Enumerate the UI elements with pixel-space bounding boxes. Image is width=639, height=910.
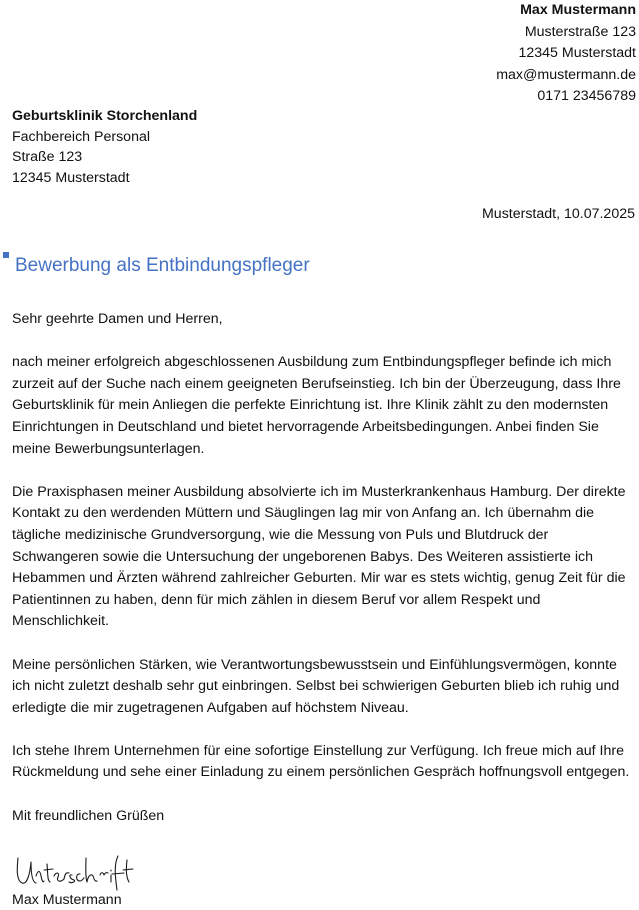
subject-marker xyxy=(3,252,9,258)
sender-phone: 0171 23456789 xyxy=(537,88,636,105)
letter-subject: Bewerbung als Entbindungspfleger xyxy=(15,255,310,276)
paragraph-availability: Ich stehe Ihrem Unternehmen für eine sofortige Einstellung zur Verfügung. Ich freue mich auf Ihre Rückmeldung und sehe einer Einladung zu einem persönlichen Gespräch hoffnungsvoll entgegen. xyxy=(12,742,630,781)
recipient-department: Fachbereich Personal xyxy=(12,128,151,145)
paragraph-intro: nach meiner erfolgreich abgeschlossenen Ausbildung zum Entbindungspfleger befinde ich mich zurzeit auf der Suche nach einem geeigneten Berufseinstieg. Ich bin der Überzeugung, dass Ihre Geburtsklinik für mein Anliegen die perfekte Einrichtung ist. Ihre Klinik zählt zu den modernsten Einrichtungen in Deutschland und bietet hervorragende Arbeitsbedingungen. Anbei finden Sie meine Bewerbungsunterlagen. xyxy=(12,354,621,457)
sender-city: 12345 Musterstadt xyxy=(518,45,636,62)
recipient-city: 12345 Musterstadt xyxy=(12,169,130,186)
letter-date: Musterstadt, 10.07.2025 xyxy=(481,206,635,222)
salutation: Sehr geehrte Damen und Herren, xyxy=(12,311,223,327)
recipient-street: Straße 123 xyxy=(12,149,83,166)
sender-email: max@mustermann.de xyxy=(496,66,636,83)
sender-name: Max Mustermann xyxy=(520,2,636,18)
paragraph-strengths: Meine persönlichen Stärken, wie Verantwortungsbewusstsein und Einfühlungsvermögen, konnte ich nicht zuletzt deshalb sehr gut einbringen. Selbst bei schwierigen Geburten blieb ich ruhig und erledigte die mir zugetragenen Aufgaben auf höchstem Niveau. xyxy=(12,656,620,716)
recipient-company: Geburtsklinik Storchenland xyxy=(12,108,198,124)
closing-phrase: Mit freundlichen Grüßen xyxy=(12,807,165,824)
recipient-address-block xyxy=(12,106,197,188)
letter-body xyxy=(12,309,636,849)
sender-address-block xyxy=(496,0,636,108)
signer-name: Max Mustermann xyxy=(12,892,122,908)
handwritten-signature xyxy=(14,850,134,892)
paragraph-experience: Die Praxisphasen meiner Ausbildung absolvierte ich im Musterkrankenhaus Hamburg. Der direkte Kontakt zu den werdenden Müttern und Säuglingen lag mir von Anfang an. Ich übernahm die tägliche medizinische Grundversorgung, wie die Messung von Puls und Blutdruck der Schwangeren sowie die Untersuchung der ungeborenen Babys. Des Weiteren assistierte ich Hebammen und Ärzten während zahlreicher Geburten. Mir war es stets wichtig, genug Zeit für die Patientinnen zu haben, denn für mich zählen in diesem Beruf vor allem Respekt und Menschlichkeit. xyxy=(12,483,626,630)
sender-street: Musterstraße 123 xyxy=(524,23,636,40)
